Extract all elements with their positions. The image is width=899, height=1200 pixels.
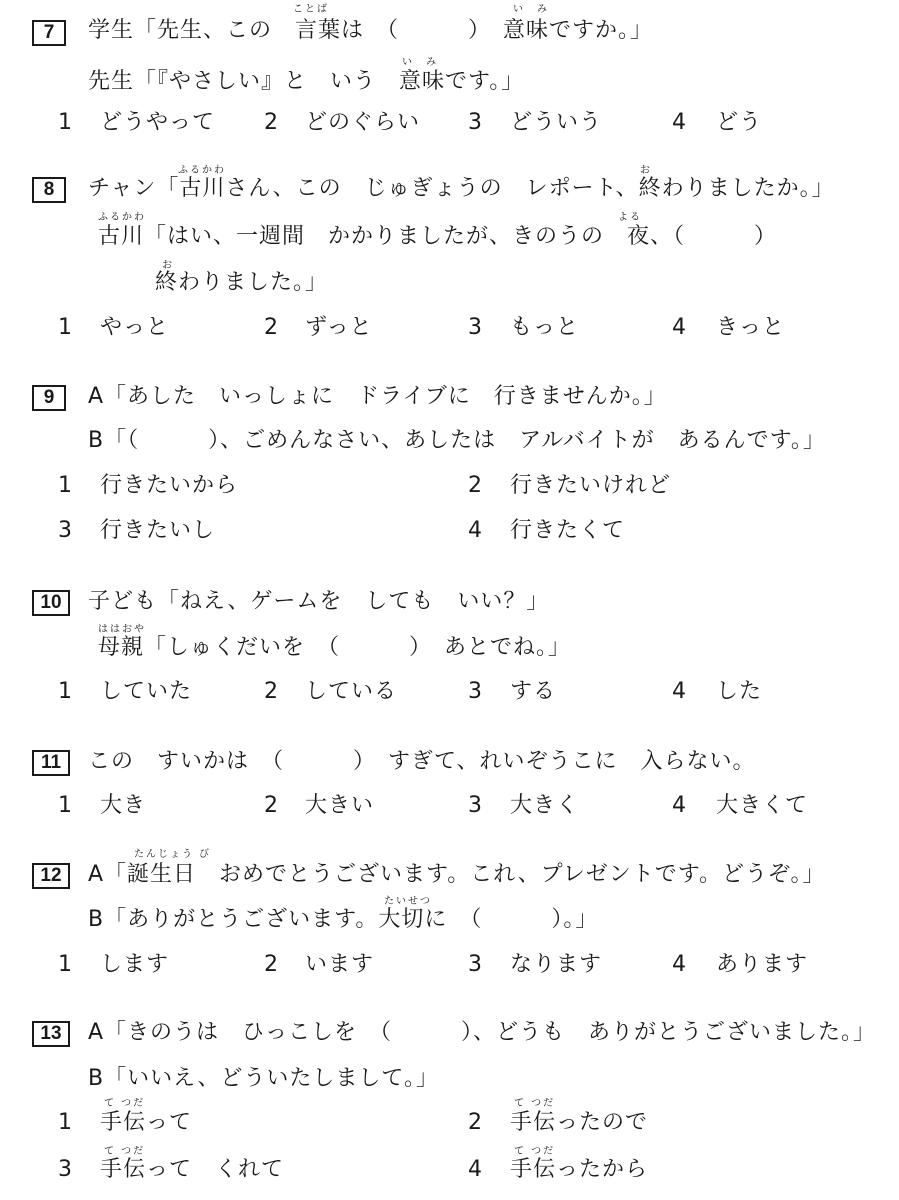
question-number: 10 <box>32 590 70 616</box>
furigana: たいせつ <box>384 896 432 907</box>
option-text[interactable]: どのぐらい <box>305 110 421 135</box>
option-number: 1 <box>58 793 72 818</box>
option-number: 1 <box>58 679 72 704</box>
question-line: 終わりました。」 <box>155 270 329 295</box>
option-number: 3 <box>468 952 482 977</box>
option-number: 1 <box>58 315 72 340</box>
option-text[interactable]: 手伝ったから <box>510 1157 649 1182</box>
furigana: お <box>162 260 174 271</box>
option-number: 2 <box>264 679 278 704</box>
question-number: 9 <box>32 385 66 411</box>
question-line: B「いいえ、どういたしまして。」 <box>88 1066 439 1091</box>
question-line: 古川「はい、一週間 かかりましたが、きのうの 夜、（ ） <box>98 224 778 249</box>
question-number: 8 <box>32 177 66 203</box>
furigana: い み <box>402 57 438 68</box>
option-number: 1 <box>58 473 72 498</box>
option-text[interactable]: 大き <box>100 793 147 818</box>
question-number: 12 <box>32 863 70 889</box>
option-number: 3 <box>468 679 482 704</box>
question-number: 7 <box>32 20 66 46</box>
option-text[interactable]: 行きたいし <box>100 518 216 543</box>
furigana: い み <box>513 4 549 15</box>
option-number: 4 <box>672 793 686 818</box>
furigana: ふるかわ <box>98 212 146 223</box>
question-line: A「あした いっしょに ドライブに 行きませんか。」 <box>88 384 667 409</box>
question-line: チャン「古川さん、この じゅぎょうの レポート、終わりましたか。」 <box>88 176 835 201</box>
option-number: 4 <box>672 110 686 135</box>
option-number: 3 <box>468 793 482 818</box>
option-number: 3 <box>468 110 482 135</box>
option-number: 2 <box>264 952 278 977</box>
option-text[interactable]: 行きたいけれど <box>510 473 672 498</box>
option-number: 3 <box>58 1157 72 1182</box>
option-text[interactable]: している <box>305 679 398 704</box>
option-text[interactable]: していた <box>100 679 193 704</box>
furigana: て つだ <box>514 1146 556 1157</box>
option-text[interactable]: やっと <box>100 315 170 340</box>
option-text[interactable]: きっと <box>716 315 786 340</box>
option-text[interactable]: 手伝って くれて <box>100 1157 285 1182</box>
option-text[interactable]: 手伝って <box>100 1110 193 1135</box>
question-line: この すいかは （ ） すぎて、れいぞうこに 入らない。 <box>88 749 756 774</box>
question-line: B「（ ）、ごめんなさい、あしたは アルバイトが あるんです。」 <box>88 428 826 453</box>
option-number: 2 <box>264 793 278 818</box>
option-number: 4 <box>672 952 686 977</box>
furigana: て つだ <box>104 1146 146 1157</box>
option-number: 2 <box>468 1110 482 1135</box>
option-text[interactable]: なります <box>510 952 603 977</box>
question-line: 子ども「ねえ、ゲームを しても いい？」 <box>88 589 550 614</box>
question-line: 学生「先生、この 言葉は （ ） 意味ですか。」 <box>88 18 654 43</box>
option-number: 1 <box>58 110 72 135</box>
option-text[interactable]: もっと <box>510 315 580 340</box>
question-line: B「ありがとうございます。大切に （ ）。」 <box>88 907 599 932</box>
option-text[interactable]: あります <box>716 952 809 977</box>
option-number: 4 <box>468 518 482 543</box>
option-text[interactable]: します <box>100 952 170 977</box>
furigana: たんじょう び <box>134 849 212 860</box>
option-text[interactable]: する <box>510 679 557 704</box>
option-text[interactable]: 手伝ったので <box>510 1110 649 1135</box>
question-line: 先生「『やさしい』と いう 意味です。」 <box>88 69 525 94</box>
furigana: ははおや <box>98 624 146 635</box>
option-number: 2 <box>264 110 278 135</box>
question-number: 11 <box>32 750 70 776</box>
option-text[interactable]: 大きくて <box>716 793 809 818</box>
option-number: 3 <box>58 518 72 543</box>
option-text[interactable]: ずっと <box>305 315 373 340</box>
question-number: 13 <box>32 1021 70 1047</box>
option-text[interactable]: 大きい <box>305 793 375 818</box>
furigana: て つだ <box>514 1098 556 1109</box>
option-number: 2 <box>264 315 278 340</box>
question-line: 母親「しゅくだいを （ ） あとでね。」 <box>98 635 572 660</box>
option-number: 1 <box>58 1110 72 1135</box>
option-number: 4 <box>468 1157 482 1182</box>
option-number: 1 <box>58 952 72 977</box>
option-text[interactable]: 大きく <box>510 793 580 818</box>
option-text[interactable]: した <box>716 679 763 704</box>
option-number: 4 <box>672 315 686 340</box>
furigana: よる <box>618 212 642 223</box>
option-text[interactable]: 行きたくて <box>510 518 626 543</box>
option-text[interactable]: 行きたいから <box>100 473 239 498</box>
furigana: ふるかわ <box>178 165 226 176</box>
option-text[interactable]: どうやって <box>100 110 216 135</box>
option-number: 2 <box>468 473 482 498</box>
option-text[interactable]: います <box>305 952 375 977</box>
option-number: 4 <box>672 679 686 704</box>
question-line: A「きのうは ひっこしを （ ）、どうも ありがとうございました。」 <box>88 1020 877 1045</box>
option-text[interactable]: どう <box>716 110 763 135</box>
furigana: ことば <box>293 4 329 15</box>
option-number: 3 <box>468 315 482 340</box>
option-text[interactable]: どういう <box>510 110 603 135</box>
furigana: お <box>640 165 652 176</box>
furigana: て つだ <box>104 1098 146 1109</box>
question-line: A「誕生日 おめでとうございます。これ、プレゼントです。どうぞ。」 <box>88 862 826 887</box>
